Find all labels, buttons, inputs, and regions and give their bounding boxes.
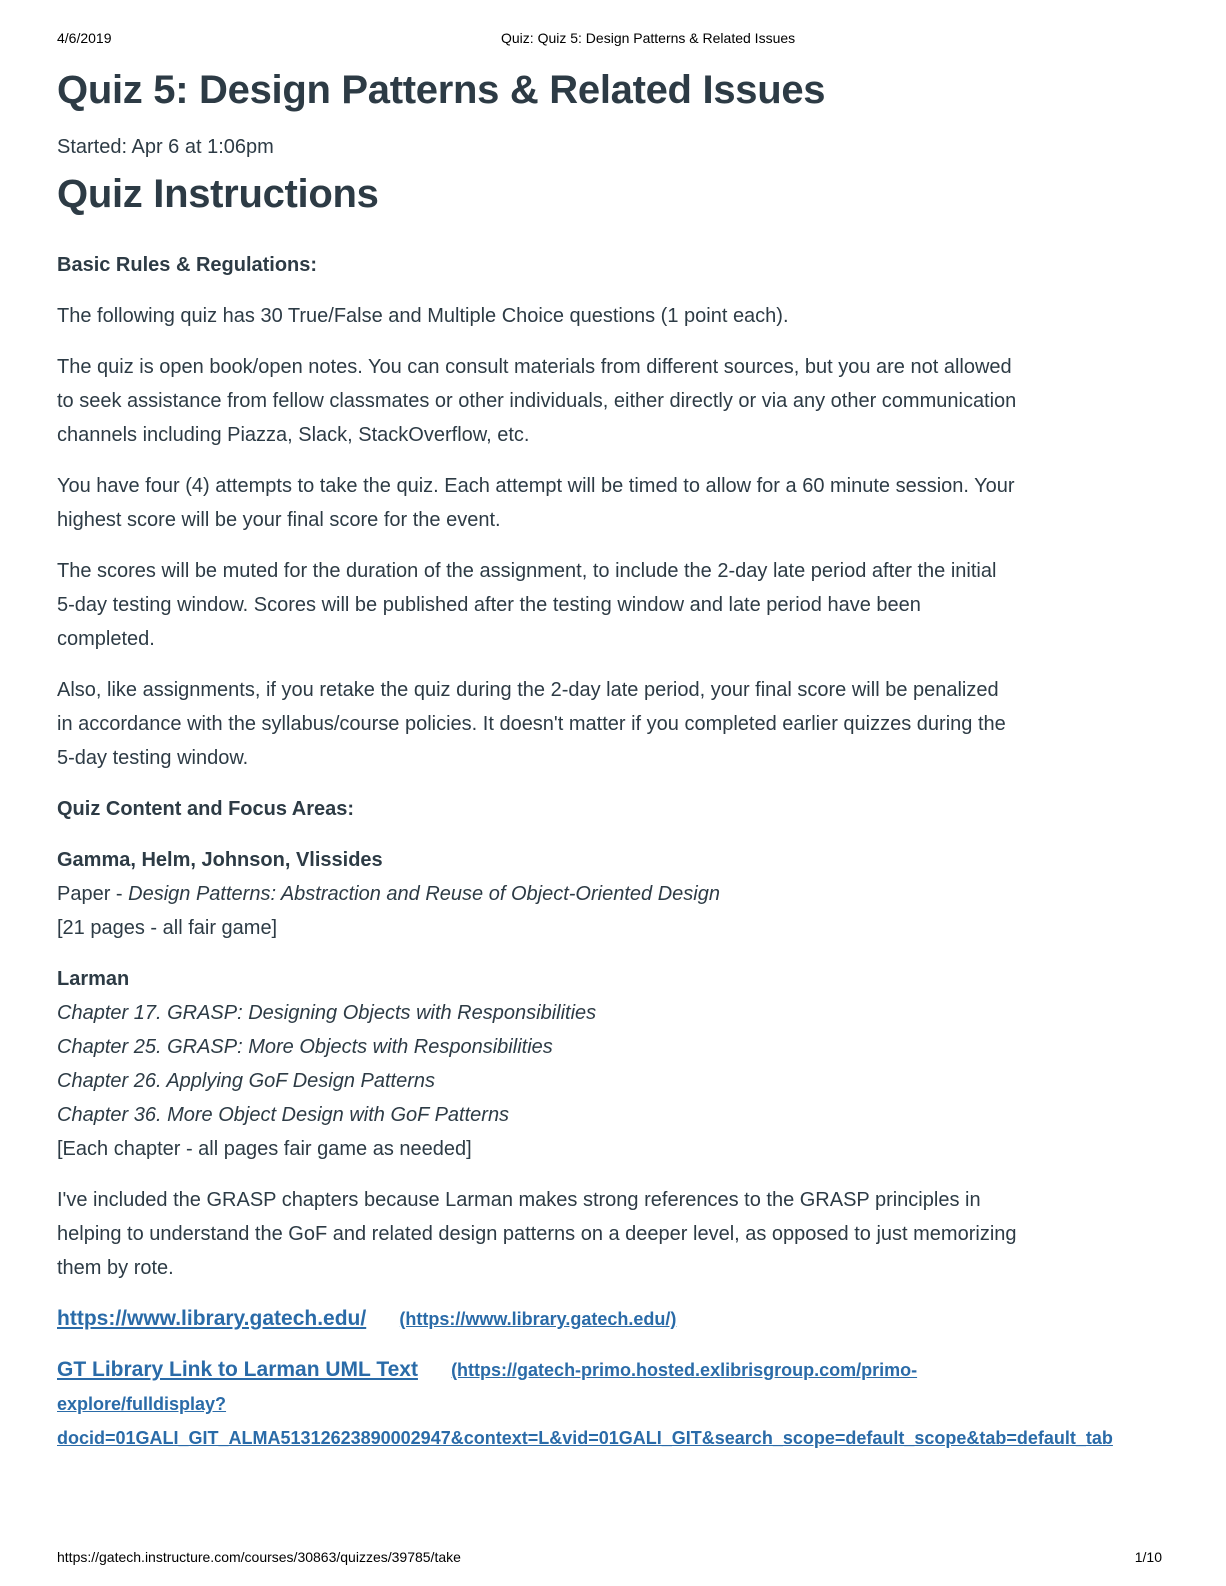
gamma-section — [57, 843, 1155, 945]
rules-paragraph-2-line: The quiz is open book/open notes. You can consult materials from different sources, but you are not allowed — [57, 356, 1012, 378]
quiz-content — [57, 58, 1155, 1455]
rules-paragraph-5-line: in accordance with the syllabus/course policies. It doesn't matter if you completed earlier quizzes during the — [57, 713, 1006, 735]
rules-paragraph-3-line: highest score will be your final score for the event. — [57, 509, 501, 531]
rules-paragraph-5-line: Also, like assignments, if you retake the quiz during the 2-day late period, your final score will be penalized — [57, 679, 999, 701]
gamma-heading: Gamma, Helm, Johnson, Vlissides — [57, 849, 383, 871]
grasp-paragraph-line: them by rote. — [57, 1257, 174, 1279]
larman-chapter: Chapter 36. More Object Design with GoF Patterns — [57, 1104, 510, 1126]
rules-paragraph-4-line: The scores will be muted for the duration of the assignment, to include the 2-day late period after the initial — [57, 560, 997, 582]
larman-chapter: Chapter 26. Applying GoF Design Patterns — [57, 1070, 435, 1092]
larman-link-row — [57, 1353, 1155, 1455]
print-title: Quiz: Quiz 5: Design Patterns & Related Issues — [501, 30, 796, 46]
larman-chapter: Chapter 17. GRASP: Designing Objects with Responsibilities — [57, 1002, 597, 1024]
instructions-heading: Quiz Instructions — [57, 172, 379, 216]
gamma-paper — [57, 877, 1155, 911]
library-link-row — [57, 1302, 1155, 1336]
rules-paragraph-4-line: completed. — [57, 628, 155, 650]
rules-paragraph-4-line: 5-day testing window. Scores will be published after the testing window and late period have been — [57, 594, 921, 616]
grasp-paragraph — [57, 1183, 1155, 1285]
print-date: 4/6/2019 — [57, 30, 112, 46]
page-number: 1/10 — [1134, 1549, 1162, 1565]
larman-pages: [Each chapter - all pages fair game as needed] — [57, 1138, 472, 1160]
grasp-paragraph-line: helping to understand the GoF and related design patterns on a deeper level, as opposed to just memorizing — [57, 1223, 1017, 1245]
print-footer-url: https://gatech.instructure.com/courses/30863/quizzes/39785/take — [57, 1549, 461, 1565]
larman-chapter: Chapter 25. GRASP: More Objects with Responsibilities — [57, 1036, 553, 1058]
rules-paragraph-5-line: 5-day testing window. — [57, 747, 249, 769]
larman-section — [57, 962, 1155, 1166]
rules-paragraph-4 — [57, 554, 1155, 656]
gamma-pages: [21 pages - all fair game] — [57, 917, 278, 939]
library-link[interactable]: https://www.library.gatech.edu/ — [57, 1307, 367, 1330]
rules-paragraph-3-line: You have four (4) attempts to take the quiz. Each attempt will be timed to allow for a 60 minute session. Your — [57, 475, 1015, 497]
rules-paragraph-2 — [57, 350, 1155, 452]
larman-uml-link-url[interactable]: (https://gatech-primo.hosted.exlibrisgroup.com/primo- — [451, 1360, 918, 1380]
larman-heading: Larman — [57, 968, 130, 990]
started-timestamp: Started: Apr 6 at 1:06pm — [57, 136, 274, 158]
rules-paragraph-2-line: channels including Piazza, Slack, StackOverflow, etc. — [57, 424, 530, 446]
library-link-url[interactable]: (https://www.library.gatech.edu/) — [399, 1309, 677, 1329]
larman-uml-link-url-continued[interactable]: explore/fulldisplay? — [57, 1394, 227, 1414]
rules-heading: Basic Rules & Regulations: — [57, 254, 318, 276]
rules-paragraph-5 — [57, 673, 1155, 775]
rules-paragraph-3 — [57, 469, 1155, 537]
page-title: Quiz 5: Design Patterns & Related Issues — [57, 68, 826, 112]
content-heading: Quiz Content and Focus Areas: — [57, 798, 355, 820]
larman-uml-link-url-docid[interactable]: docid=01GALI_GIT_ALMA51312623890002947&context=L&vid=01GALI_GIT&search_scope=default_scope&tab=default_tab — [57, 1428, 1113, 1448]
gamma-paper-prefix: Paper - — [57, 883, 129, 905]
larman-uml-link[interactable]: GT Library Link to Larman UML Text — [57, 1358, 418, 1381]
grasp-paragraph-line: I've included the GRASP chapters because Larman makes strong references to the GRASP principles in — [57, 1189, 981, 1211]
rules-paragraph-2-line: to seek assistance from fellow classmates or other individuals, either directly or via any other communication — [57, 390, 1017, 412]
gamma-paper-title: Design Patterns: Abstraction and Reuse of Object-Oriented Design — [128, 883, 720, 905]
rules-paragraph-1: The following quiz has 30 True/False and Multiple Choice questions (1 point each). — [57, 305, 789, 327]
